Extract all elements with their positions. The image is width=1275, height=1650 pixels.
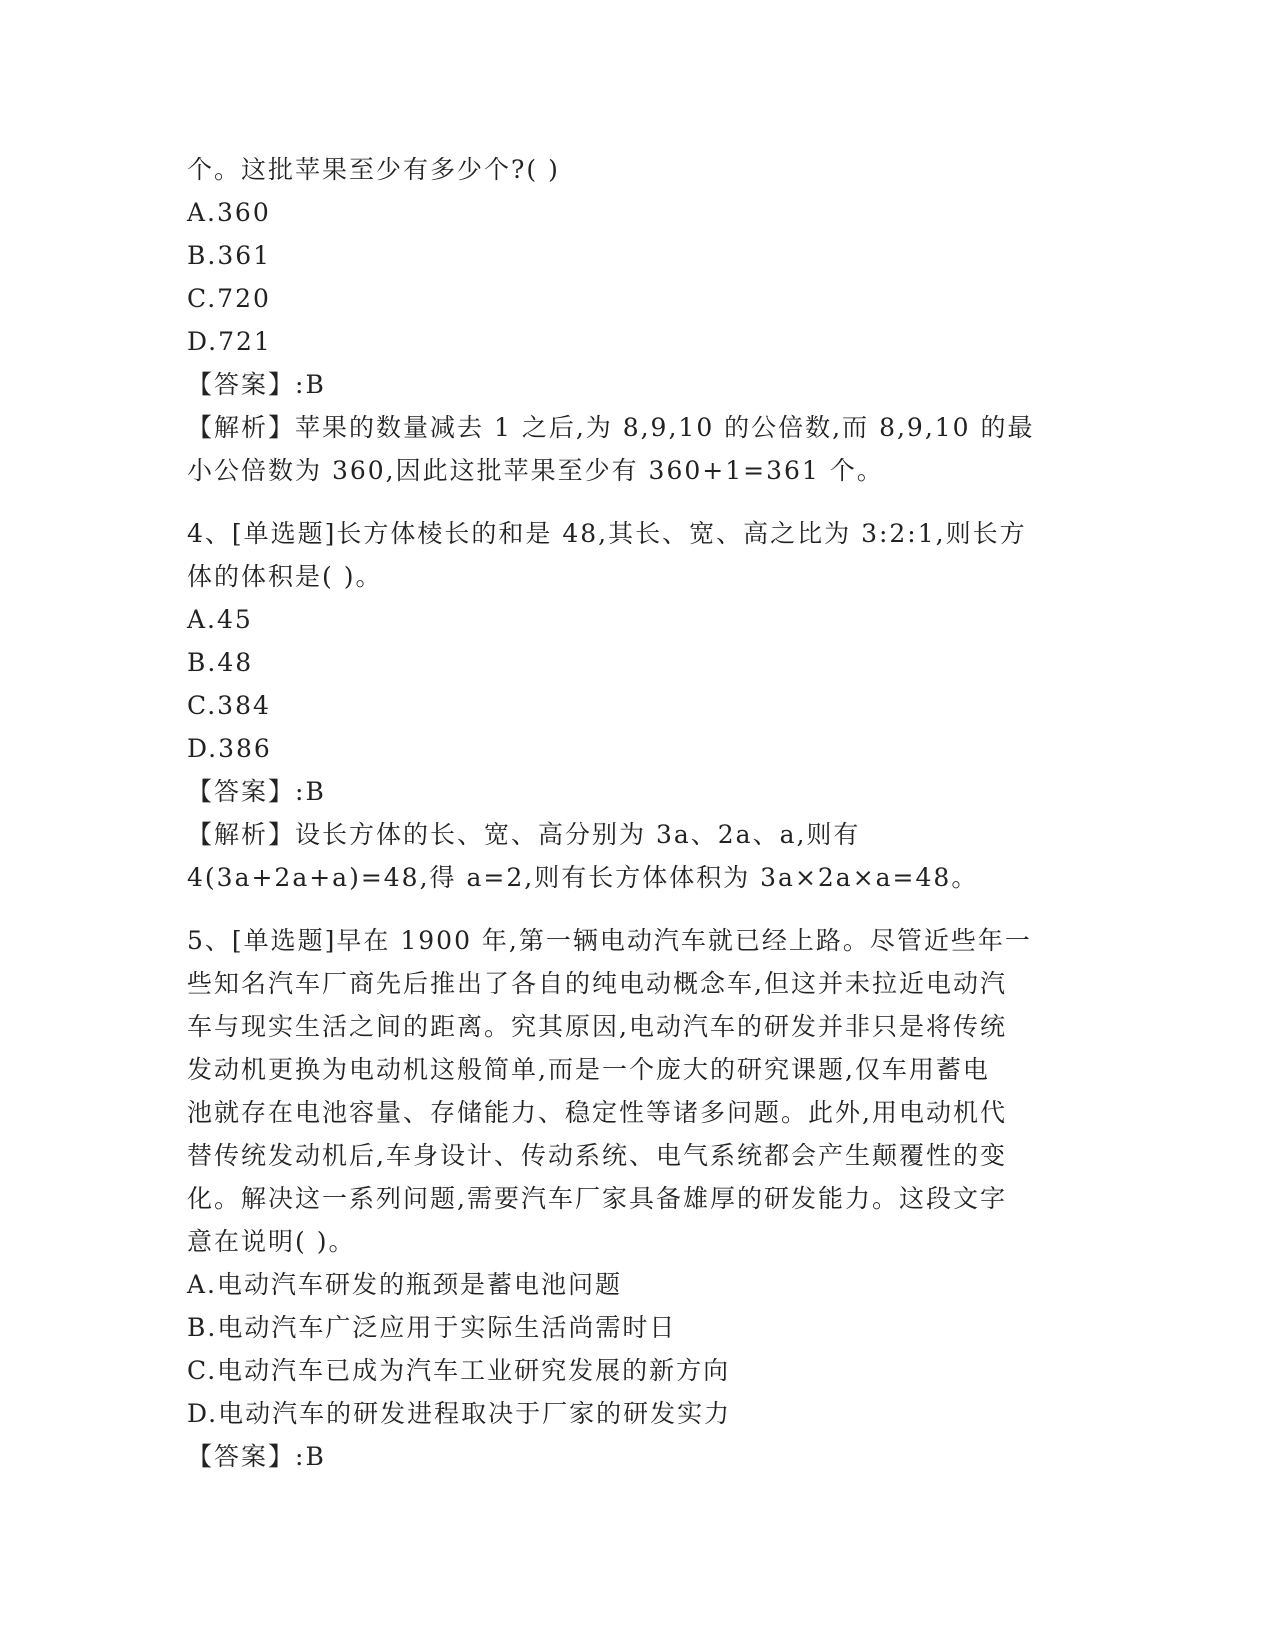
question-4 [187, 512, 1077, 899]
analysis-line [187, 406, 1077, 449]
analysis-text: 苹果的数量减去 1 之后,为 8,9,10 的公倍数,而 8,9,10 的最 [295, 413, 1035, 442]
question-stem-line: 体的体积是( )。 [187, 562, 383, 591]
answer-separator: : [295, 370, 306, 399]
option-d: D.386 [187, 734, 272, 763]
analysis-text: 设长方体的长、宽、高分别为 3a、2a、a,则有 [295, 820, 861, 849]
option-d: D.721 [187, 327, 272, 356]
question-stem-line: 些知名汽车厂商先后推出了各自的纯电动概念车,但这并未拉近电动汽 [187, 969, 1007, 998]
analysis-line-continued: 小公倍数为 360,因此这批苹果至少有 360+1=361 个。 [187, 456, 884, 485]
answer-label: 【答案】 [187, 1442, 296, 1471]
question-stem-line: 池就存在电池容量、存储能力、稳定性等诸多问题。此外,用电动机代 [187, 1098, 1007, 1127]
answer-value: B [305, 777, 326, 806]
question-stem-line: 车与现实生活之间的距离。究其原因,电动汽车的研发并非只是将传统 [187, 1012, 1007, 1041]
answer-line [187, 770, 1077, 813]
question-3-tail [187, 148, 1077, 492]
answer-value: B [305, 370, 326, 399]
question-stem-line: 4、[单选题]长方体棱长的和是 48,其长、宽、高之比为 3:2:1,则长方 [187, 519, 1027, 548]
answer-separator: : [295, 1442, 306, 1471]
answer-separator: : [295, 777, 306, 806]
answer-line [187, 1435, 1077, 1478]
option-c: C.电动汽车已成为汽车工业研究发展的新方向 [187, 1356, 731, 1385]
analysis-line-continued: 4(3a+2a+a)=48,得 a=2,则有长方体体积为 3a×2a×a=48。 [187, 863, 979, 892]
option-b: B.361 [187, 241, 272, 270]
question-stem-line: 化。解决这一系列问题,需要汽车厂家具备雄厚的研发能力。这段文字 [187, 1184, 1007, 1213]
question-stem-line: 替传统发动机后,车身设计、传动系统、电气系统都会产生颠覆性的变 [187, 1141, 1007, 1170]
answer-line [187, 363, 1077, 406]
paragraph-gap [187, 492, 1077, 512]
option-a: A.360 [187, 198, 271, 227]
question-5 [187, 919, 1077, 1478]
question-stem-line: 5、[单选题]早在 1900 年,第一辆电动汽车就已经上路。尽管近些年一 [187, 926, 1032, 955]
answer-label: 【答案】 [187, 777, 296, 806]
analysis-line [187, 813, 1077, 856]
analysis-label: 【解析】 [187, 413, 296, 442]
option-b: B.电动汽车广泛应用于实际生活尚需时日 [187, 1313, 677, 1342]
document-body [187, 148, 1077, 1478]
option-d: D.电动汽车的研发进程取决于厂家的研发实力 [187, 1399, 732, 1428]
answer-label: 【答案】 [187, 370, 296, 399]
option-b: B.48 [187, 648, 254, 677]
analysis-label: 【解析】 [187, 820, 296, 849]
question-stem-line: 发动机更换为电动机这般简单,而是一个庞大的研究课题,仅车用蓄电 [187, 1055, 990, 1084]
option-c: C.720 [187, 284, 271, 313]
answer-value: B [305, 1442, 326, 1471]
option-a: A.45 [187, 605, 253, 634]
option-c: C.384 [187, 691, 271, 720]
question-stem-line: 个。这批苹果至少有多少个?( ) [187, 155, 560, 184]
question-stem-line: 意在说明( )。 [187, 1227, 356, 1256]
option-a: A.电动汽车研发的瓶颈是蓄电池问题 [187, 1270, 623, 1299]
paragraph-gap [187, 899, 1077, 919]
